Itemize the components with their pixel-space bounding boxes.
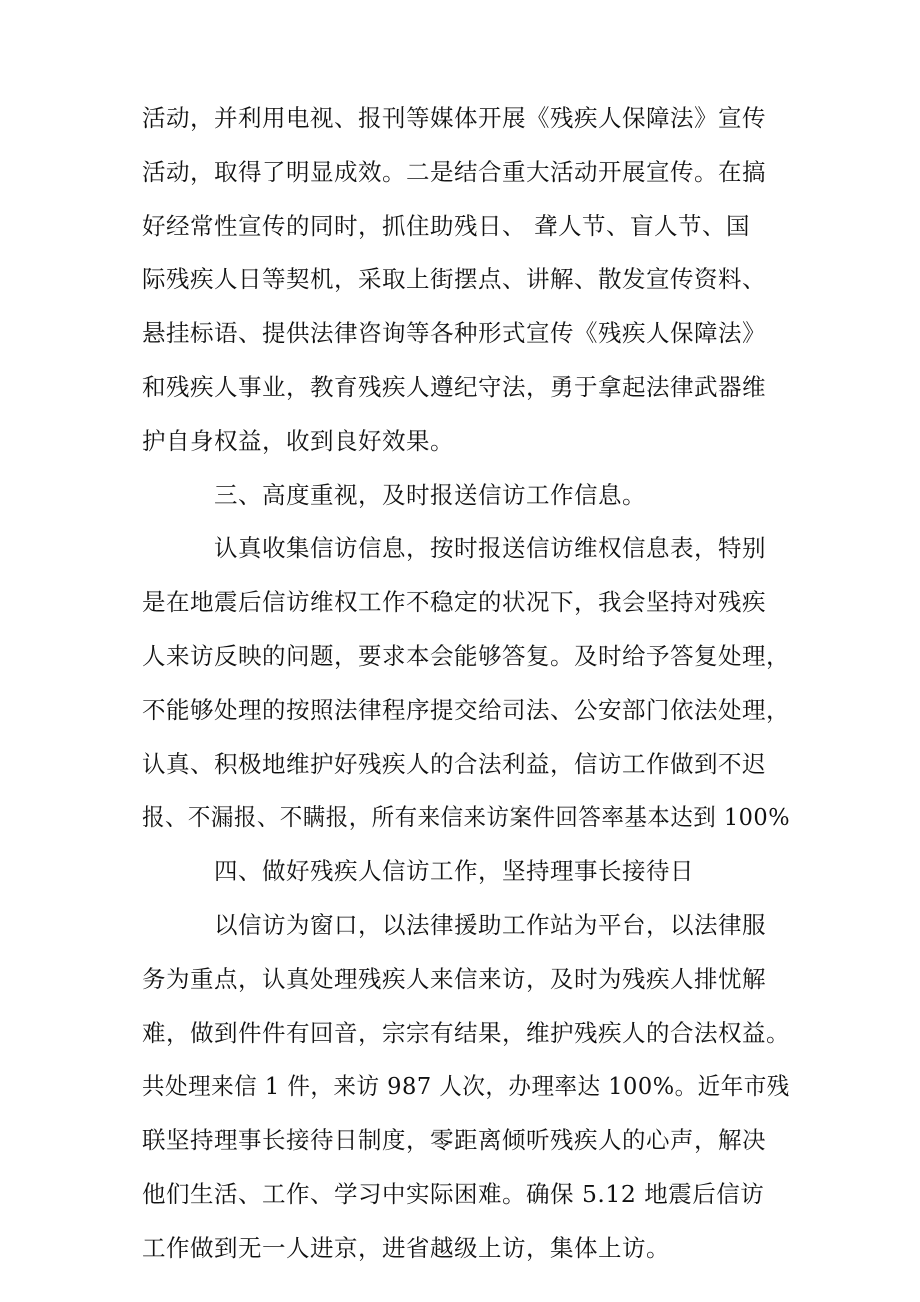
- text-line: 活动，并利用电视、报刊等媒体开展《残疾人保障法》宣传: [142, 104, 766, 132]
- text-line: 是在地震后信访维权工作不稳定的状况下，我会坚持对残疾: [142, 588, 766, 616]
- text-line: 联坚持理事长接待日制度，零距离倾听残疾人的心声，解决: [142, 1126, 766, 1154]
- text-line: 认真、积极地维护好残疾人的合法利益，信访工作做到不迟: [142, 750, 766, 778]
- text-line: 护自身权益，收到良好效果。: [142, 427, 454, 455]
- text-line: 悬挂标语、提供法律咨询等各种形式宣传《残疾人保障法》: [142, 319, 766, 347]
- text-line: 不能够处理的按照法律程序提交给司法、公安部门依法处理，: [142, 696, 790, 724]
- text-line: 活动，取得了明显成效。二是结合重大活动开展宣传。在搞: [142, 158, 766, 186]
- text-line: 工作做到无一人进京，进省越级上访，集体上访。: [142, 1234, 670, 1262]
- text-line: 报、不漏报、不瞒报，所有来信来访案件回答率基本达到 100%: [142, 803, 791, 831]
- text-line: 际残疾人日等契机，采取上街摆点、讲解、散发宣传资料、: [142, 265, 766, 293]
- section-heading: 三、高度重视，及时报送信访工作信息。: [214, 481, 646, 509]
- text-line: 务为重点，认真处理残疾人来信来访，及时为残疾人排忧解: [142, 965, 766, 993]
- text-line: 好经常性宣传的同时，抓住助残日、 聋人节、盲人节、国: [142, 212, 750, 240]
- text-line: 人来访反映的问题，要求本会能够答复。及时给予答复处理，: [142, 642, 790, 670]
- text-line: 他们生活、工作、学习中实际困难。确保 5.12 地震后信访: [142, 1180, 765, 1208]
- section-heading: 四、做好残疾人信访工作，坚持理事长接待日: [214, 857, 694, 885]
- text-line: 以信访为窗口，以法律援助工作站为平台，以法律服: [214, 911, 766, 939]
- text-line: 难，做到件件有回音，宗宗有结果，维护残疾人的合法权益。: [142, 1019, 790, 1047]
- text-line: 和残疾人事业，教育残疾人遵纪守法，勇于拿起法律武器维: [142, 373, 766, 401]
- text-line: 认真收集信访信息，按时报送信访维权信息表，特别: [214, 534, 766, 562]
- text-line: 共处理来信 1 件，来访 987 人次，办理率达 100%。近年市残: [142, 1072, 790, 1100]
